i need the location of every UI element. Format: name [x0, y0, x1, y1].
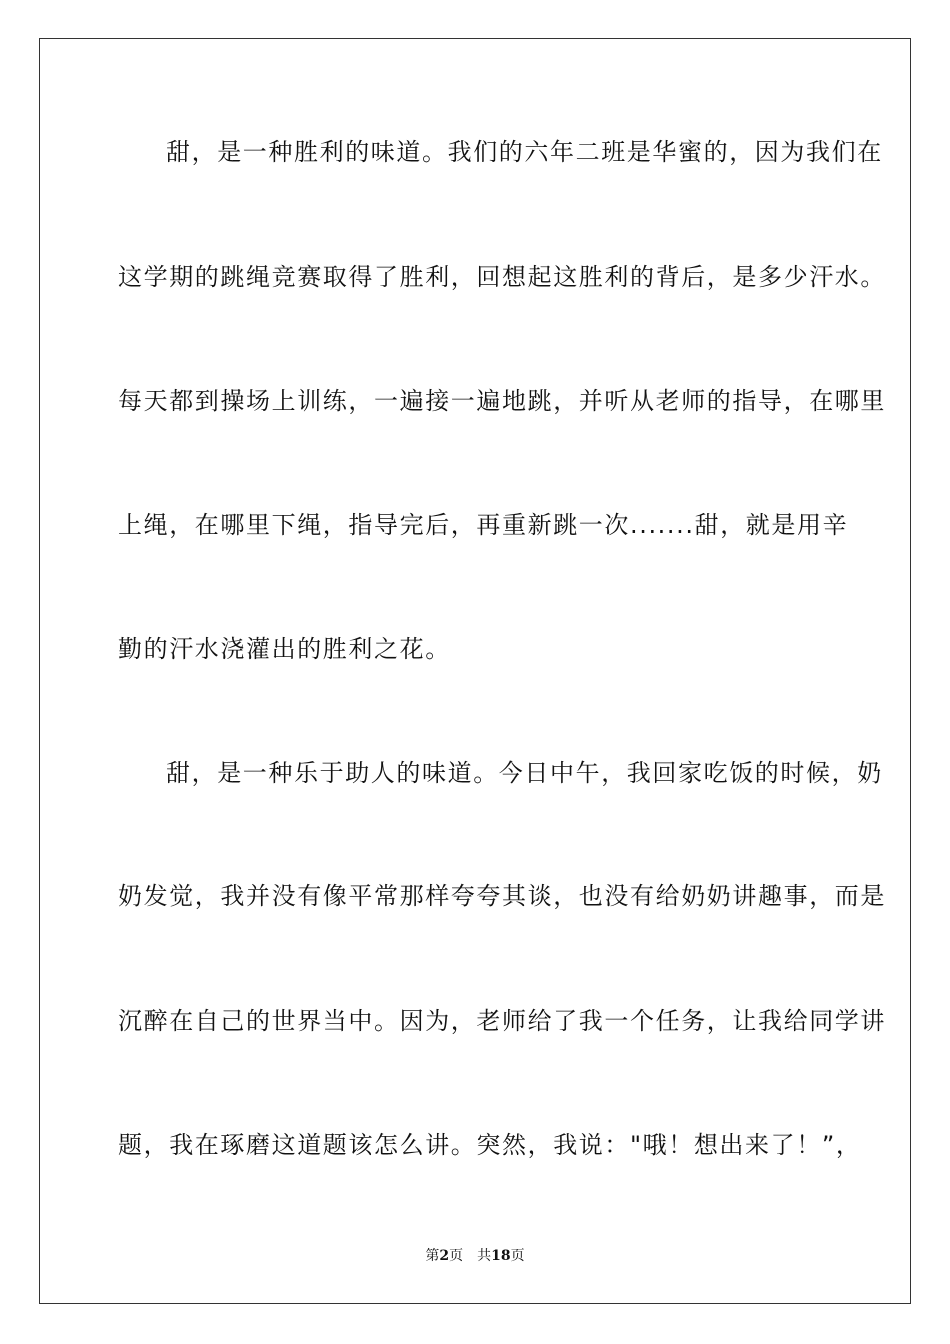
page-border [39, 38, 911, 1304]
page-footer [0, 1247, 950, 1265]
text-line: 甜，是一种乐于助人的味道。今日中午，我回家吃饭的时候，奶 [166, 759, 883, 787]
page-suffix: 页 [449, 1248, 464, 1264]
text-line: 沉醉在自己的世界当中。因为，老师给了我一个任务，让我给同学讲 [118, 1007, 886, 1035]
text-line: 题，我在琢磨这道题该怎么讲。突然，我说："哦！想出来了！”， [118, 1131, 862, 1159]
text-line: 上绳，在哪里下绳，指导完后，再重新跳一次.......甜，就是用辛 [118, 511, 849, 539]
text-line: 这学期的跳绳竞赛取得了胜利，回想起这胜利的背后，是多少汗水。 [118, 263, 886, 291]
text-line: 甜，是一种胜利的味道。我们的六年二班是华蜜的，因为我们在 [166, 138, 883, 166]
page-number: 2 [439, 1248, 450, 1264]
total-suffix: 页 [510, 1248, 525, 1264]
total-pages: 18 [491, 1248, 511, 1264]
text-line: 奶发觉，我并没有像平常那样夸夸其谈，也没有给奶奶讲趣事，而是 [118, 882, 886, 910]
text-line: 勤的汗水浇灌出的胜利之花。 [118, 635, 451, 663]
text-line: 每天都到操场上训练，一遍接一遍地跳，并听从老师的指导，在哪里 [118, 387, 886, 415]
page-prefix: 第 [425, 1248, 440, 1264]
total-prefix: 共 [477, 1248, 492, 1264]
